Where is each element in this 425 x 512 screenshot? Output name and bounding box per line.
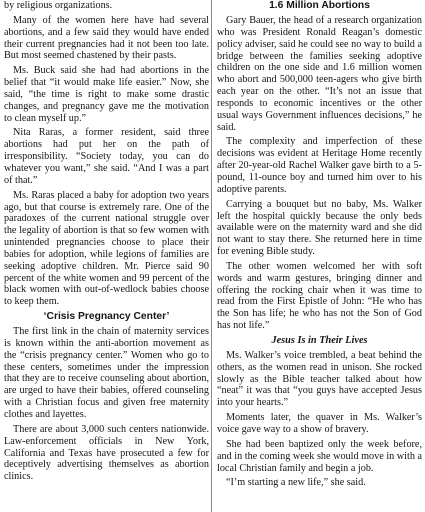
paragraph: The other women welcomed her with soft words and warm gestures, bringing dinner and offering the rocking chair when it was time to read from the First Epistle of John: “He who has the Son has life; he who has not the Son of God has not life.”	[217, 260, 422, 332]
paragraph: Ms. Walker’s voice trembled, a beat behind the others, as the women read in unison. She rocked slowly as the Bible teacher talked about how “neat” it was that “you guys have accepted Jesus into your hearts.”	[217, 349, 422, 409]
paragraph: Gary Bauer, the head of a research organization who was President Ronald Reagan’s domestic policy adviser, said he could see no way to build a bridge between the families seeking adoptive children on the one side and 1.6 million women who abort and 500,000 teen-agers who give birth each year on the other. “It’s not an issue that responds to economic incentives or the other usual ways Government influences decisions,” he said.	[217, 15, 422, 133]
paragraph: There are about 3,000 such centers nationwide. Law-enforcement officials in New York, California and Texas have prosecuted a few for deceptively advertising themselves as abortion clinics.	[4, 423, 209, 483]
paragraph: Nita Raras, a former resident, said three abortions had put her on the path of irresponsibility. “Society today, you can do whatever you want,” she said. “And I was a part of that.”	[4, 127, 209, 186]
paragraph: She had been baptized only the week before, and in the coming week she would move in with a local Christian family and begin a job.	[217, 438, 422, 474]
paragraph: “I’m starting a new life,” she said.	[226, 477, 366, 489]
paragraph: The complexity and imperfection of these decisions was evident at Heritage Home recently after 20-year-old Rachel Walker gave birth to a 5-pound, 11-ounce boy and turned him over to his adoptive parents.	[217, 136, 422, 195]
paragraph: The first link in the chain of maternity services is known within the anti-abortion movement as the “crisis pregnancy center.” Women who go to these centers, sometimes under the impression that they are to receive counseling about abortion, are urged to have their babies, offered counseling with a Christian focus and given free maternity clothes and layettes.	[4, 326, 209, 420]
column-divider	[211, 0, 212, 512]
subheading: 1.6 Million Abortions	[269, 0, 370, 11]
subheading: ‘Crisis Pregnancy Center’	[43, 311, 170, 323]
paragraph: Carrying a bouquet but no baby, Ms. Walker left the hospital quickly because the only beds available were on the maternity ward and she did not want to stay there. She returned here in time for evening Bible study.	[217, 198, 422, 258]
paragraph: Ms. Buck said she had had abortions in the belief that “it would make life easier.” Now, she said, “the time is right to make some drastic changes, and pregnancy gave me the motivation to clean myself up.”	[4, 65, 209, 124]
paragraph: Moments later, the quaver in Ms. Walker’s voice gave way to a show of bravery.	[217, 412, 422, 435]
right-column	[217, 0, 422, 512]
subheading: Jesus Is in Their Lives	[271, 334, 368, 346]
left-column	[4, 0, 209, 512]
paragraph: by religious organizations.	[4, 0, 113, 11]
paragraph: Ms. Raras placed a baby for adoption two years ago, but that course is extremely rare. One of the paradoxes of the current national struggle over the legality of abortion is that so few women with unintended pregnancies choose to place their babies for adoption, while legions of families are seeking adoptive children. Mr. Pierce said 90 percent of the white women and 99 percent of the black women with out-of-wedlock babies choose to keep them.	[4, 189, 209, 308]
paragraph: Many of the women here have had several abortions, and a few said they would have ended their current pregnancies had it not been too late. But most seemed chastened by their pasts.	[4, 14, 209, 62]
